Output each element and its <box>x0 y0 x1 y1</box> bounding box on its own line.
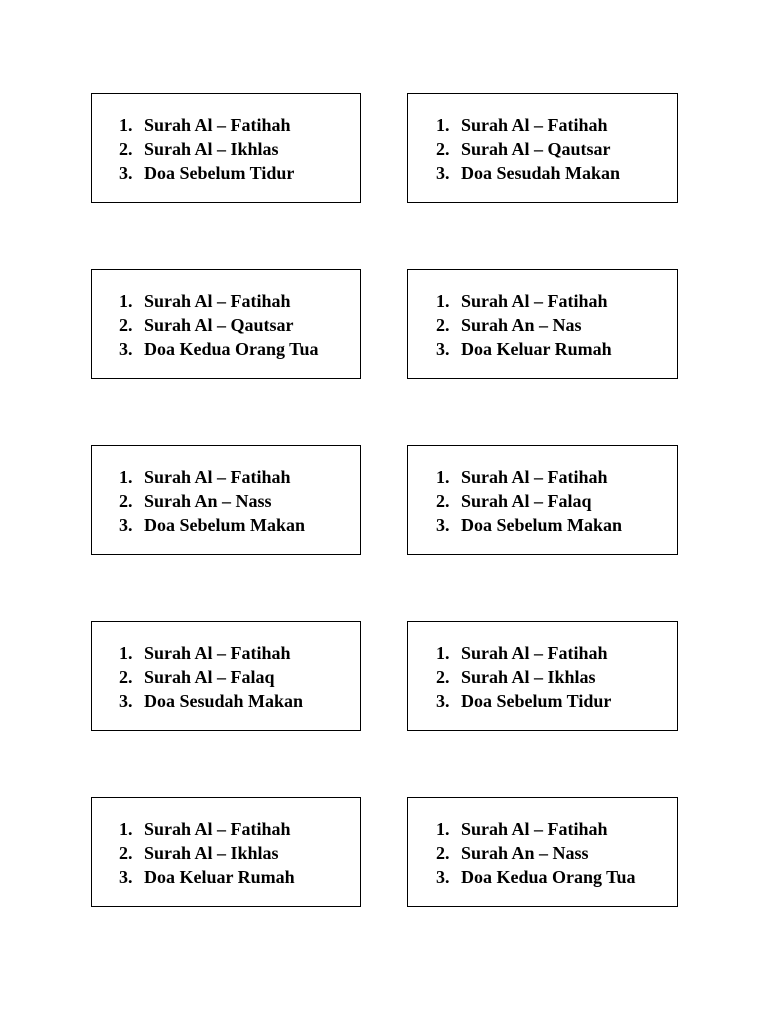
memorization-card <box>407 621 678 731</box>
item-text: Doa Sebelum Makan <box>144 515 306 535</box>
item-number: 1. <box>119 467 133 487</box>
item-number: 2. <box>436 667 450 687</box>
item-text: Surah Al – Fatihah <box>144 291 291 311</box>
list-item <box>436 641 611 665</box>
item-number: 3. <box>119 867 133 887</box>
list-item <box>119 137 294 161</box>
item-text: Surah Al – Fatihah <box>144 467 291 487</box>
card-list <box>436 465 622 537</box>
item-text: Surah Al – Fatihah <box>461 467 608 487</box>
item-text: Surah Al – Fatihah <box>461 819 608 839</box>
item-number: 2. <box>436 315 450 335</box>
item-number: 1. <box>436 115 450 135</box>
item-text: Surah An – Nass <box>144 491 272 511</box>
item-text: Surah Al – Ikhlas <box>461 667 596 687</box>
memorization-card <box>91 445 361 555</box>
memorization-card <box>91 621 361 731</box>
item-text: Doa Kedua Orang Tua <box>144 339 319 359</box>
memorization-card <box>407 797 678 907</box>
item-text: Surah An – Nas <box>461 315 582 335</box>
card-list <box>119 289 319 361</box>
item-text: Doa Sebelum Makan <box>461 515 623 535</box>
item-text: Doa Sesudah Makan <box>144 691 304 711</box>
card-list <box>119 465 305 537</box>
item-text: Surah Al – Fatihah <box>144 819 291 839</box>
list-item <box>119 665 303 689</box>
item-number: 1. <box>436 291 450 311</box>
item-number: 3. <box>436 867 450 887</box>
card-list <box>119 817 295 889</box>
list-item <box>436 865 636 889</box>
item-number: 3. <box>119 691 133 711</box>
list-item <box>436 465 622 489</box>
item-number: 1. <box>119 819 133 839</box>
item-number: 2. <box>436 139 450 159</box>
list-item <box>436 137 620 161</box>
item-number: 3. <box>119 515 133 535</box>
item-number: 1. <box>119 643 133 663</box>
item-text: Surah Al – Fatihah <box>461 291 608 311</box>
list-item <box>119 489 305 513</box>
card-list <box>436 289 612 361</box>
item-number: 3. <box>436 339 450 359</box>
card-list <box>436 641 611 713</box>
list-item <box>436 665 611 689</box>
memorization-card <box>407 269 678 379</box>
item-number: 1. <box>436 643 450 663</box>
list-item <box>436 313 612 337</box>
list-item <box>119 513 305 537</box>
item-text: Surah Al – Ikhlas <box>144 139 279 159</box>
item-number: 1. <box>119 115 133 135</box>
item-text: Doa Keluar Rumah <box>461 339 612 359</box>
item-number: 2. <box>119 315 133 335</box>
item-number: 1. <box>436 819 450 839</box>
item-number: 2. <box>119 491 133 511</box>
list-item <box>119 817 295 841</box>
memorization-card <box>407 93 678 203</box>
item-number: 2. <box>436 491 450 511</box>
list-item <box>119 337 319 361</box>
list-item <box>436 337 612 361</box>
item-number: 3. <box>119 163 133 183</box>
item-text: Doa Sebelum Tidur <box>461 691 612 711</box>
item-text: Doa Keluar Rumah <box>144 867 295 887</box>
item-number: 3. <box>436 163 450 183</box>
list-item <box>119 465 305 489</box>
memorization-card <box>407 445 678 555</box>
item-number: 3. <box>119 339 133 359</box>
list-item <box>436 689 611 713</box>
item-text: Surah An – Nass <box>461 843 589 863</box>
list-item <box>119 841 295 865</box>
list-item <box>119 289 319 313</box>
item-text: Surah Al – Qautsar <box>461 139 611 159</box>
list-item <box>119 865 295 889</box>
item-text: Doa Kedua Orang Tua <box>461 867 636 887</box>
card-list <box>436 113 620 185</box>
item-text: Surah Al – Fatihah <box>144 115 291 135</box>
card-list <box>119 641 303 713</box>
item-text: Surah Al – Qautsar <box>144 315 294 335</box>
list-item <box>119 689 303 713</box>
memorization-card <box>91 797 361 907</box>
item-text: Doa Sesudah Makan <box>461 163 621 183</box>
list-item <box>436 513 622 537</box>
item-number: 1. <box>436 467 450 487</box>
item-text: Surah Al – Ikhlas <box>144 843 279 863</box>
item-number: 2. <box>119 667 133 687</box>
list-item <box>436 817 636 841</box>
item-number: 2. <box>119 139 133 159</box>
item-text: Surah Al – Fatihah <box>461 115 608 135</box>
list-item <box>119 161 294 185</box>
item-number: 3. <box>436 515 450 535</box>
item-text: Surah Al – Falaq <box>144 667 275 687</box>
card-list <box>119 113 294 185</box>
list-item <box>436 289 612 313</box>
item-number: 1. <box>119 291 133 311</box>
list-item <box>119 313 319 337</box>
item-text: Doa Sebelum Tidur <box>144 163 295 183</box>
item-number: 2. <box>436 843 450 863</box>
item-number: 3. <box>436 691 450 711</box>
list-item <box>436 489 622 513</box>
list-item <box>436 113 620 137</box>
item-text: Surah Al – Fatihah <box>144 643 291 663</box>
list-item <box>436 841 636 865</box>
item-text: Surah Al – Falaq <box>461 491 592 511</box>
memorization-card <box>91 269 361 379</box>
memorization-card <box>91 93 361 203</box>
card-list <box>436 817 636 889</box>
list-item <box>436 161 620 185</box>
item-number: 2. <box>119 843 133 863</box>
list-item <box>119 641 303 665</box>
item-text: Surah Al – Fatihah <box>461 643 608 663</box>
list-item <box>119 113 294 137</box>
